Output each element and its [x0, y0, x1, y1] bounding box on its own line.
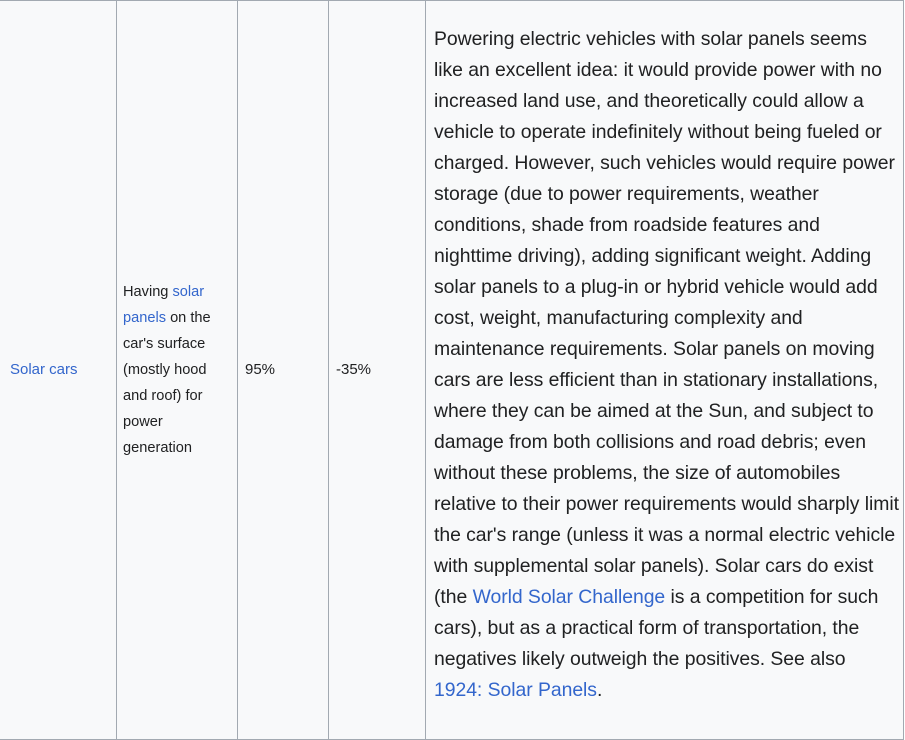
value-1-cell [238, 1, 329, 740]
mechanism-text [117, 279, 237, 461]
description-part-3: . [596, 679, 603, 701]
description-part-2: is a competition for such cars), but as a practical form of transportation, the negatives likely outweigh the positives. See also [434, 586, 879, 670]
mechanism-prefix: Having [123, 284, 173, 300]
solar-panels-comic-link[interactable]: 1924: Solar Panels [434, 679, 597, 701]
value-2: -35% [336, 361, 372, 378]
value-1: 95% [245, 361, 276, 378]
mechanism-suffix: on the car's surface (mostly hood and roof) for power generation [123, 310, 211, 456]
name-cell [0, 1, 117, 740]
description-text [426, 20, 903, 706]
table-row [0, 1, 904, 740]
solar-panels-link[interactable]: solar panels [123, 284, 205, 326]
description-part-1: Powering electric vehicles with solar panels seems like an excellent idea: it would provide power with no increased land use, and theoretically could allow a vehicle to operate indefinitely without being fueled or charged. However, such vehicles would require power storage (due to power requirements, weather conditions, shade from roadside features and nighttime driving), adding significant weight. Adding solar panels to a plug-in or hybrid vehicle would add cost, weight, manufacturing complexity and maintenance requirements. Solar panels on moving cars are less efficient than in stationary installations, where they can be aimed at the Sun, and subject to damage from both collisions and road debris; even without these problems, the size of automobiles relative to their power requirements would sharply limit the car's range (unless it was a normal electric vehicle with supplemental solar panels). Solar cars do exist (the [434, 28, 899, 608]
mechanism-cell [117, 1, 238, 740]
world-solar-challenge-link[interactable]: World Solar Challenge [472, 586, 666, 608]
description-cell [426, 1, 904, 740]
solar-cars-link[interactable]: Solar cars [10, 361, 78, 378]
value-2-cell [329, 1, 426, 740]
